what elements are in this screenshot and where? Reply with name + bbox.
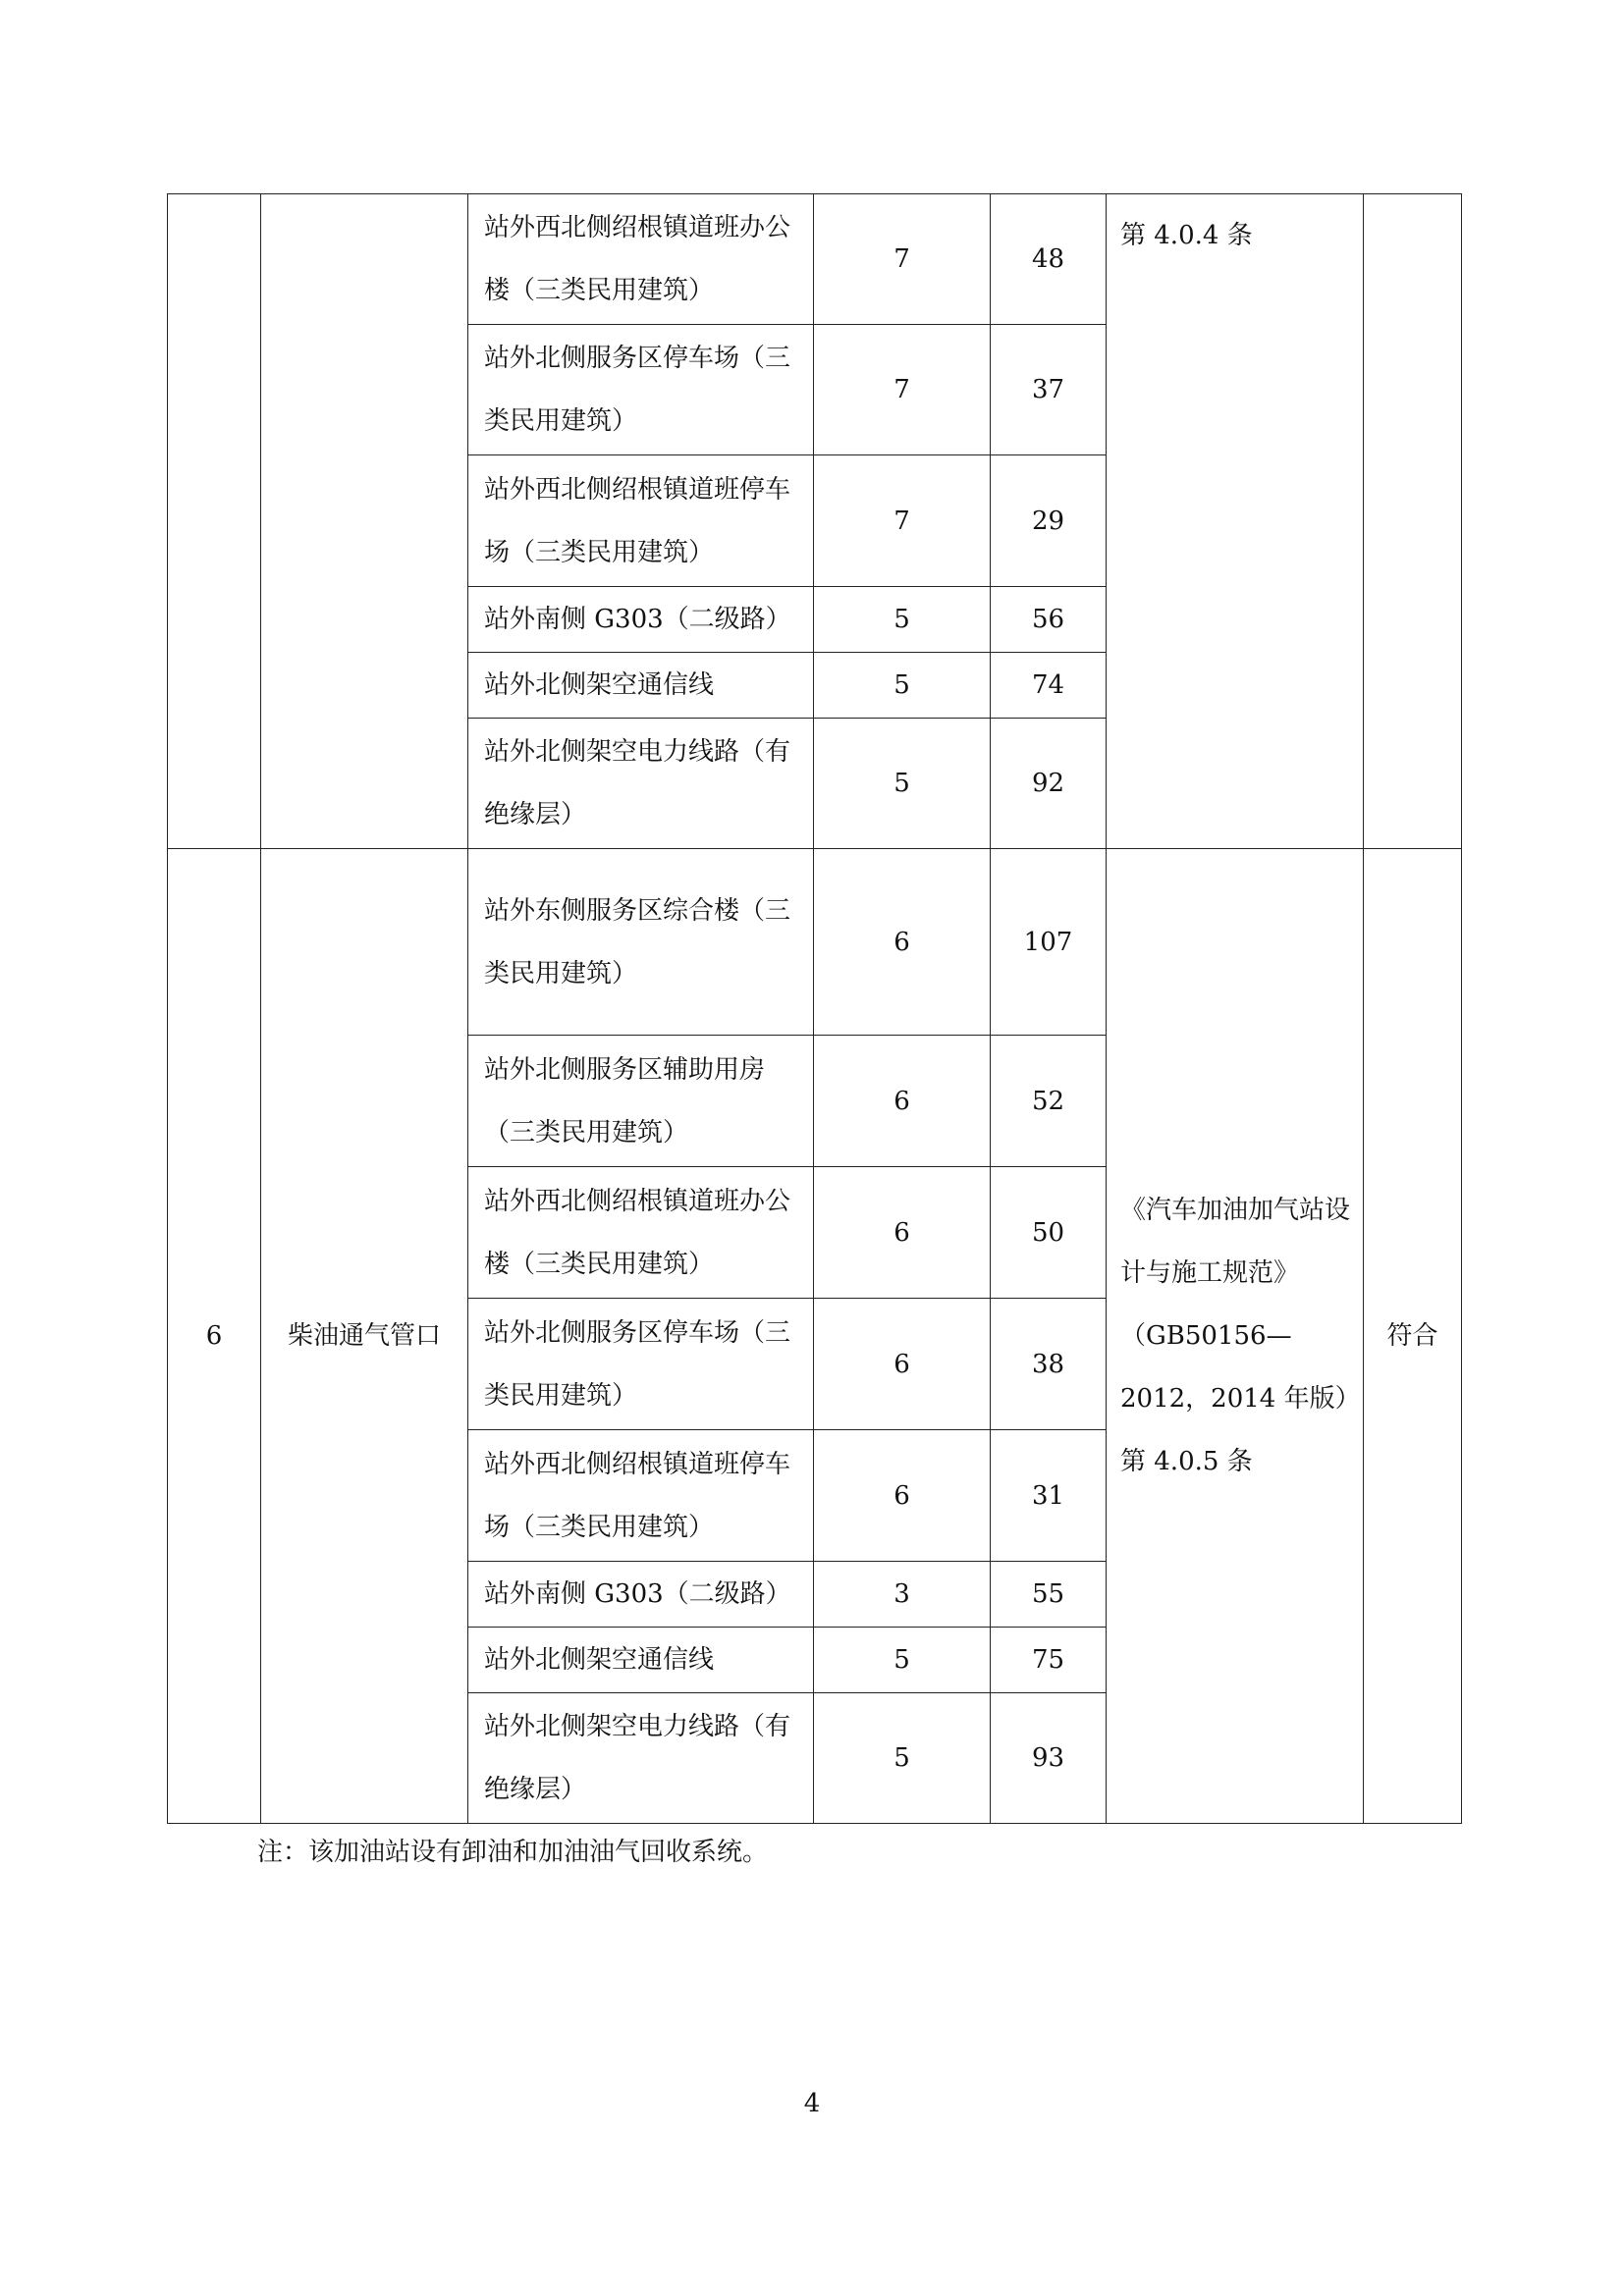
actual-distance-cell: 92 — [991, 719, 1107, 849]
location-cell: 站外西北侧绍根镇道班办公楼（三类民用建筑） — [468, 194, 814, 325]
actual-distance-cell: 55 — [991, 1562, 1107, 1628]
required-distance-cell: 6 — [814, 1167, 991, 1299]
required-distance-cell: 7 — [814, 325, 991, 455]
standard-cell: 《汽车加油加气站设计与施工规范》（GB50156—2012，2014 年版）第 4.0.5 条 — [1107, 849, 1364, 1824]
required-distance-cell: 7 — [814, 194, 991, 325]
location-cell: 站外北侧服务区停车场（三类民用建筑） — [468, 325, 814, 455]
actual-distance-cell: 50 — [991, 1167, 1107, 1299]
actual-distance-cell: 29 — [991, 455, 1107, 587]
index-cell: 6 — [168, 849, 261, 1824]
location-cell: 站外北侧架空电力线路（有绝缘层） — [468, 719, 814, 849]
location-cell: 站外西北侧绍根镇道班停车场（三类民用建筑） — [468, 1430, 814, 1562]
page-number: 4 — [803, 2089, 821, 2118]
required-distance-cell: 5 — [814, 1628, 991, 1693]
location-cell: 站外北侧架空通信线 — [468, 1628, 814, 1693]
actual-distance-cell: 31 — [991, 1430, 1107, 1562]
required-distance-cell: 6 — [814, 1430, 991, 1562]
actual-distance-cell: 37 — [991, 325, 1107, 455]
required-distance-cell: 5 — [814, 719, 991, 849]
required-distance-cell: 5 — [814, 587, 991, 653]
result-cell-prev — [1364, 194, 1462, 849]
required-distance-cell: 5 — [814, 1693, 991, 1824]
facility-cell: 柴油通气管口 — [261, 849, 468, 1824]
facility-cell-prev — [261, 194, 468, 849]
actual-distance-cell: 56 — [991, 587, 1107, 653]
actual-distance-cell: 107 — [991, 849, 1107, 1036]
required-distance-cell: 3 — [814, 1562, 991, 1628]
location-cell: 站外北侧架空电力线路（有绝缘层） — [468, 1693, 814, 1824]
required-distance-cell: 6 — [814, 1299, 991, 1430]
location-cell: 站外西北侧绍根镇道班办公楼（三类民用建筑） — [468, 1167, 814, 1299]
location-cell: 站外南侧 G303（二级路） — [468, 587, 814, 653]
actual-distance-cell: 38 — [991, 1299, 1107, 1430]
required-distance-cell: 6 — [814, 1036, 991, 1167]
standard-ref-cell-prev: 第 4.0.4 条 — [1107, 194, 1364, 849]
location-cell: 站外北侧服务区辅助用房（三类民用建筑） — [468, 1036, 814, 1167]
required-distance-cell: 6 — [814, 849, 991, 1036]
location-cell: 站外西北侧绍根镇道班停车场（三类民用建筑） — [468, 455, 814, 587]
actual-distance-cell: 93 — [991, 1693, 1107, 1824]
distance-table — [167, 193, 1462, 1824]
location-cell: 站外东侧服务区综合楼（三类民用建筑） — [468, 849, 814, 1036]
table-row — [168, 849, 1462, 1036]
actual-distance-cell: 52 — [991, 1036, 1107, 1167]
actual-distance-cell: 75 — [991, 1628, 1107, 1693]
location-cell: 站外北侧架空通信线 — [468, 653, 814, 719]
required-distance-cell: 5 — [814, 653, 991, 719]
location-cell: 站外南侧 G303（二级路） — [468, 1562, 814, 1628]
actual-distance-cell: 48 — [991, 194, 1107, 325]
index-cell-prev — [168, 194, 261, 849]
table-row — [168, 194, 1462, 325]
table-note: 注：该加油站设有卸油和加油油气回收系统。 — [257, 1838, 769, 1867]
result-cell: 符合 — [1364, 849, 1462, 1824]
required-distance-cell: 7 — [814, 455, 991, 587]
actual-distance-cell: 74 — [991, 653, 1107, 719]
location-cell: 站外北侧服务区停车场（三类民用建筑） — [468, 1299, 814, 1430]
